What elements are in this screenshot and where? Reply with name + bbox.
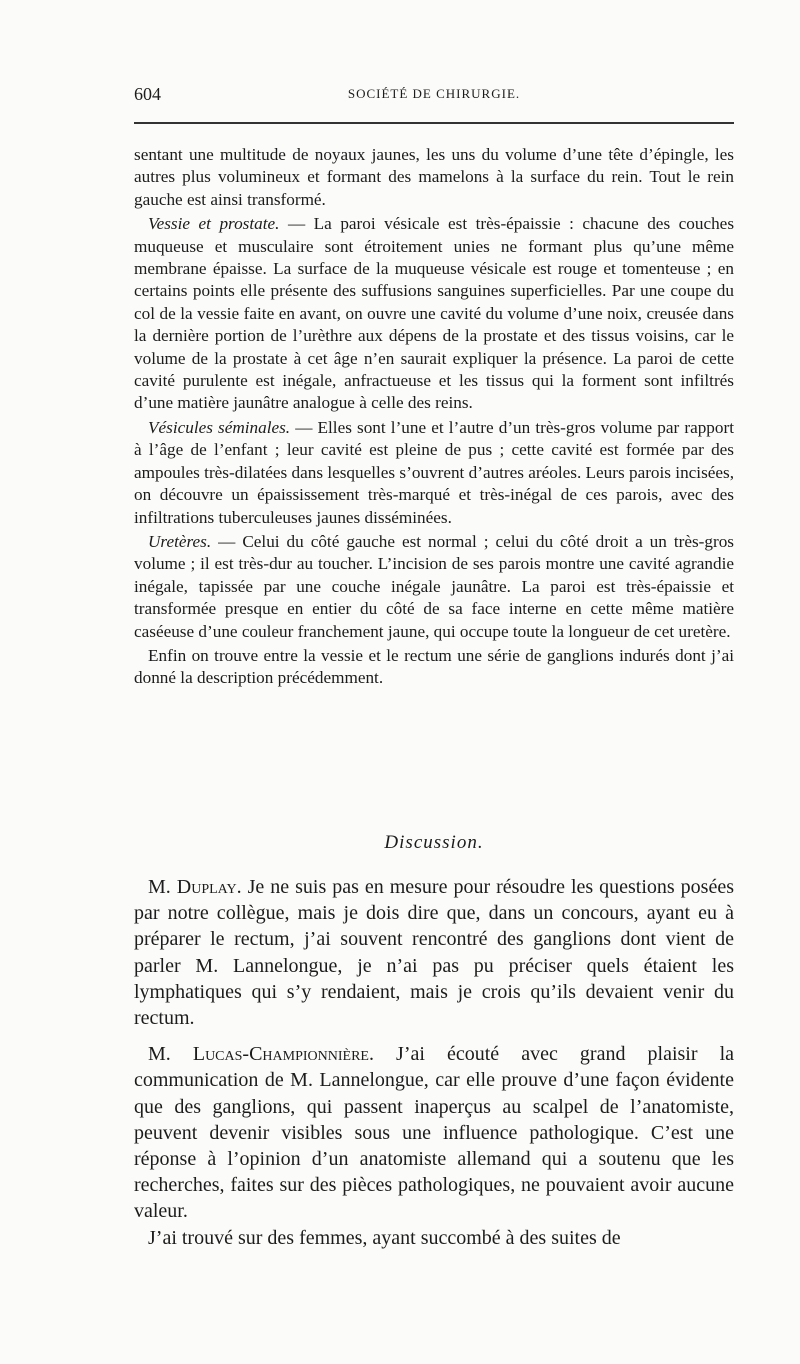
header-rule bbox=[134, 122, 734, 124]
paragraph-lucas bbox=[134, 1041, 734, 1224]
paragraph-continuation: sentant une multitude de noyaux jaunes, les uns du volume d’une tête d’épingle, les autres plus volumineux et formant des mamelons à la surface du rein. Tout le rein gauche est ainsi transformé. bbox=[134, 145, 734, 209]
page-number: 604 bbox=[134, 84, 161, 104]
running-head: SOCIÉTÉ DE CHIRURGIE. bbox=[347, 86, 521, 101]
section-text-vessie: — La paroi vésicale est très-épaissie : chacune des couches muqueuse et musculaire sont étroitement unies ne formant plus qu’une même membrane épaisse. La surface de la muqueuse vésicale est rouge et tomenteuse ; en certains points elle présente des suffusions sanguines superficielles. Par une coupe du col de la vessie faite en avant, on ouvre une cavité du volume d’une noix, creusée dans la dernière portion de l’urèthre aux dépens de la prostate et des tissus voisins, car le volume de la prostate à cet âge n’en saurait expliquer la présence. La paroi de cette cavité purulente est inégale, anfractueuse et les tissus qui la forment sont infiltrés d’une matière jaunâtre analogue à celle des reins. bbox=[134, 214, 735, 413]
speech-lucas: J’ai écouté avec grand plaisir la communication de M. Lannelongue, car elle prouve d’une façon évidente que des ganglions, qui passent inaperçus au scalpel de l’anatomiste, peuvent devenir visibles sous une influence pathologique. C’est une réponse à l’opinion d’un anatomiste allemand qui a soutenu que les recherches, faites sur des pièces pathologiques, ne pouvaient avoir aucune valeur. bbox=[134, 1043, 734, 1223]
section-text-ureteres: — Celui du côté gauche est normal ; celui du côté droit a un très-gros volume ; il est très-dur au toucher. L’incision de ses parois montre une cavité agrandie inégale, tapissée par une couche inégale jaunâtre. La paroi est très-épaissie et transformée presque en entier du côté de sa face interne en cette même matière caséeuse d’une couleur franchement jaune, qui occupe toute la longueur de cet uretère. bbox=[134, 531, 734, 641]
section-title-ureteres: Uretères. bbox=[148, 531, 212, 551]
case-report bbox=[134, 144, 734, 692]
page-header bbox=[134, 84, 734, 114]
section-title-vesicules: Vésicules séminales. bbox=[148, 417, 291, 437]
paragraph-vessie bbox=[134, 213, 734, 415]
discussion bbox=[134, 874, 734, 1261]
paragraph-vesicules bbox=[134, 417, 734, 529]
paragraph-ganglions: Enfin on trouve entre la vessie et le rectum une série de ganglions indurés dont j’ai donné la description précédemment. bbox=[134, 645, 734, 688]
speaker-lucas: M. Lucas-Championnière. bbox=[148, 1043, 374, 1066]
speech-duplay: Je ne suis pas en mesure pour résoudre les questions posées par notre collègue, mais je dois dire que, dans un concours, ayant eu à préparer le rectum, j’ai souvent rencontré des ganglions dont vient de parler M. Lannelongue, je n’ai pas pu préciser quels étaient les lymphatiques qui s’y rendaient, mais je crois qu’ils devaient venir du rectum. bbox=[134, 876, 734, 1030]
paragraph-ureteres bbox=[134, 531, 734, 643]
paragraph-final: J’ai trouvé sur des femmes, ayant succombé à des suites de bbox=[148, 1226, 621, 1249]
section-text-vesicules: — Elles sont l’une et l’autre d’un très-gros volume par rapport à l’âge de l’enfant ; leur cavité est pleine de pus ; cette cavité est formée par des ampoules très-dilatées dans lesquelles s’ouvrent d’autres aréoles. Leurs parois incisées, on découvre un épaississement très-marqué et très-inégal de ces parois, avec des infiltrations tuberculeuses jaunes disséminées. bbox=[134, 417, 734, 527]
speaker-duplay: M. Duplay. bbox=[148, 876, 242, 898]
paragraph-duplay bbox=[134, 874, 734, 1031]
discussion-heading: Discussion. bbox=[384, 832, 484, 853]
section-title-vessie: Vessie et prostate. bbox=[148, 214, 280, 234]
page bbox=[134, 84, 734, 114]
